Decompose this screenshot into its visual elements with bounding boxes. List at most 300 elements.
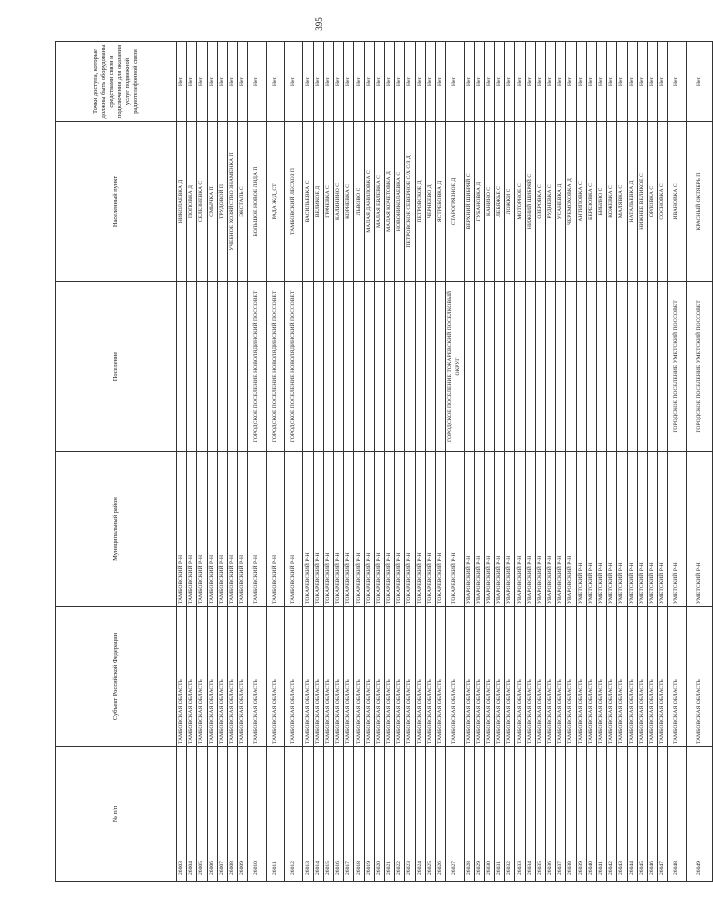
cell-num: 26003: [177, 747, 187, 882]
cell-locality: ЧЕРЕМОХОВКА Д: [566, 122, 576, 282]
cell-locality: МАЛАЯ КОЧЕТОВКА Д: [384, 122, 394, 282]
cell-district: ТАМБОВСКИЙ Р-Н: [227, 452, 237, 607]
cell-district: УМЕТСКИЙ Р-Н: [596, 452, 606, 607]
cell-subject: ТАМБОВСКАЯ ОБЛАСТЬ: [535, 607, 545, 747]
cell-note: Нет: [384, 42, 394, 122]
cell-subject: ТАМБОВСКАЯ ОБЛАСТЬ: [384, 607, 394, 747]
cell-note: Нет: [323, 42, 333, 122]
cell-locality: КОЖЕВКА С: [607, 122, 617, 282]
table-row: [415, 42, 425, 882]
cell-district: УВАРОВСКИЙ Р-Н: [495, 452, 505, 607]
page-number-wrap: [312, 4, 326, 44]
header-locality: Населенный пункт: [56, 122, 177, 282]
cell-note: Нет: [217, 42, 227, 122]
table-row: [495, 42, 505, 882]
cell-locality: СМЫЧКА П: [207, 122, 217, 282]
cell-note: Нет: [227, 42, 237, 122]
table-row: [374, 42, 384, 882]
cell-note: Нет: [546, 42, 556, 122]
cell-subject: ТАМБОВСКАЯ ОБЛАСТЬ: [344, 607, 354, 747]
cell-district: ТОКАРЕВСКИЙ Р-Н: [364, 452, 374, 607]
cell-locality: ЛЕБЯЖЬЕ С: [495, 122, 505, 282]
cell-num: 26009: [238, 747, 248, 882]
table-row: [647, 42, 657, 882]
cell-note: Нет: [285, 42, 303, 122]
cell-note: Нет: [647, 42, 657, 122]
cell-settlement: [303, 282, 313, 452]
table-row: [637, 42, 647, 882]
table-row: [686, 42, 712, 882]
cell-district: УМЕТСКИЙ Р-Н: [627, 452, 637, 607]
cell-settlement: [566, 282, 576, 452]
cell-num: 26025: [425, 747, 435, 882]
cell-locality: ГУБАНОВКА Д: [474, 122, 484, 282]
cell-subject: ТАМБОВСКАЯ ОБЛАСТЬ: [464, 607, 474, 747]
cell-settlement: ГОРОДСКОЕ ПОСЕЛЕНИЕ УМЕТСКИЙ ПОССОВЕТ: [668, 282, 686, 452]
cell-district: УМЕТСКИЙ Р-Н: [576, 452, 586, 607]
table-row: [566, 42, 576, 882]
cell-district: ТОКАРЕВСКИЙ Р-Н: [415, 452, 425, 607]
cell-num: 26040: [586, 747, 596, 882]
cell-subject: ТАМБОВСКАЯ ОБЛАСТЬ: [474, 607, 484, 747]
table-row: [197, 42, 207, 882]
cell-settlement: [596, 282, 606, 452]
cell-district: ТОКАРЕВСКИЙ Р-Н: [425, 452, 435, 607]
cell-locality: ПЕТРОВСКОЕ Д: [415, 122, 425, 282]
header-settlement: Поселение: [56, 282, 177, 452]
cell-locality: ТАМБОВСКИЙ ЛЕСХОЗ П: [285, 122, 303, 282]
cell-num: 26042: [607, 747, 617, 882]
cell-num: 26021: [384, 747, 394, 882]
cell-district: УМЕТСКИЙ Р-Н: [586, 452, 596, 607]
cell-district: ТАМБОВСКИЙ Р-Н: [285, 452, 303, 607]
cell-locality: ОЗЕРОВКА С: [535, 122, 545, 282]
cell-settlement: [546, 282, 556, 452]
cell-locality: НИКОЛАЕВКА Д: [177, 122, 187, 282]
cell-locality: ОРЛОВКА С: [647, 122, 657, 282]
table-row: [364, 42, 374, 882]
cell-district: УМЕТСКИЙ Р-Н: [617, 452, 627, 607]
table-body: [177, 42, 713, 882]
table-row: [658, 42, 668, 882]
cell-num: 26030: [484, 747, 494, 882]
cell-settlement: [364, 282, 374, 452]
cell-num: 26035: [535, 747, 545, 882]
table-row: [505, 42, 515, 882]
cell-num: 26034: [525, 747, 535, 882]
cell-locality: ЭКСТАЛЬ С: [238, 122, 248, 282]
header-district: Муниципальный район: [56, 452, 177, 607]
cell-subject: ТАМБОВСКАЯ ОБЛАСТЬ: [248, 607, 266, 747]
cell-subject: ТАМБОВСКАЯ ОБЛАСТЬ: [627, 607, 637, 747]
cell-locality: СЕЛЕЗНЕВКА С: [197, 122, 207, 282]
table-row: [617, 42, 627, 882]
table-row: [313, 42, 323, 882]
cell-settlement: [525, 282, 535, 452]
table-row: [227, 42, 237, 882]
table-row: [187, 42, 197, 882]
header-num: № п/п: [56, 747, 177, 882]
table-row: [217, 42, 227, 882]
cell-note: Нет: [566, 42, 576, 122]
cell-note: Нет: [484, 42, 494, 122]
cell-note: Нет: [586, 42, 596, 122]
cell-num: 26007: [217, 747, 227, 882]
cell-subject: ТАМБОВСКАЯ ОБЛАСТЬ: [415, 607, 425, 747]
cell-note: Нет: [197, 42, 207, 122]
cell-district: ТАМБОВСКИЙ Р-Н: [207, 452, 217, 607]
table-row: [546, 42, 556, 882]
cell-subject: ТАМБОВСКАЯ ОБЛАСТЬ: [607, 607, 617, 747]
cell-note: Нет: [607, 42, 617, 122]
cell-subject: ТАМБОВСКАЯ ОБЛАСТЬ: [556, 607, 566, 747]
cell-locality: МАЛАЯ ЕВЛЕВКА С: [374, 122, 384, 282]
cell-settlement: [556, 282, 566, 452]
cell-num: 26017: [344, 747, 354, 882]
cell-district: УВАРОВСКИЙ Р-Н: [556, 452, 566, 607]
cell-subject: ТАМБОВСКАЯ ОБЛАСТЬ: [566, 607, 576, 747]
cell-locality: ЛОЖКИ С: [505, 122, 515, 282]
cell-locality: СТАРОГРЯЗНОЕ Д: [446, 122, 464, 282]
points-table: [55, 41, 713, 882]
cell-district: УВАРОВСКИЙ Р-Н: [566, 452, 576, 607]
cell-note: Нет: [576, 42, 586, 122]
cell-district: ТАМБОВСКИЙ Р-Н: [238, 452, 248, 607]
cell-settlement: [177, 282, 187, 452]
cell-note: Нет: [187, 42, 197, 122]
cell-subject: ТАМБОВСКАЯ ОБЛАСТЬ: [285, 607, 303, 747]
cell-num: 26048: [668, 747, 686, 882]
header-note: Точки доступа, которые должны быть оборудованы средствами связи и подключения для оказания услуг подвижной радиотелефонной связи: [56, 42, 177, 122]
cell-district: ТОКАРЕВСКИЙ Р-Н: [374, 452, 384, 607]
cell-note: Нет: [474, 42, 484, 122]
cell-num: 26038: [566, 747, 576, 882]
cell-settlement: ГОРОДСКОЕ ПОСЕЛЕНИЕ УМЕТСКИЙ ПОССОВЕТ: [686, 282, 712, 452]
cell-note: Нет: [515, 42, 525, 122]
cell-locality: БЕРЕЗОВКА С: [586, 122, 596, 282]
cell-subject: ТАМБОВСКАЯ ОБЛАСТЬ: [546, 607, 556, 747]
cell-district: УВАРОВСКИЙ Р-Н: [505, 452, 515, 607]
cell-note: Нет: [303, 42, 313, 122]
cell-subject: ТАМБОВСКАЯ ОБЛАСТЬ: [647, 607, 657, 747]
table-row: [323, 42, 333, 882]
cell-settlement: [374, 282, 384, 452]
cell-note: Нет: [495, 42, 505, 122]
table-row: [344, 42, 354, 882]
cell-settlement: [415, 282, 425, 452]
cell-locality: КАНИНО С: [484, 122, 494, 282]
cell-settlement: [576, 282, 586, 452]
cell-settlement: ГОРОДСКОЕ ПОСЕЛЕНИЕ НОВОЛЯДИНСКИЙ ПОССОВЕТ: [266, 282, 284, 452]
cell-subject: ТАМБОВСКАЯ ОБЛАСТЬ: [334, 607, 344, 747]
table-row: [607, 42, 617, 882]
cell-note: Нет: [374, 42, 384, 122]
cell-locality: ЯСТРЕБОВКА Д: [435, 122, 445, 282]
cell-subject: ТАМБОВСКАЯ ОБЛАСТЬ: [207, 607, 217, 747]
cell-num: 26027: [446, 747, 464, 882]
cell-num: 26029: [474, 747, 484, 882]
table-row: [535, 42, 545, 882]
cell-num: 26041: [596, 747, 606, 882]
cell-subject: ТАМБОВСКАЯ ОБЛАСТЬ: [446, 607, 464, 747]
cell-num: 26006: [207, 747, 217, 882]
cell-district: ТОКАРЕВСКИЙ Р-Н: [395, 452, 405, 607]
table-row: [556, 42, 566, 882]
cell-subject: ТАМБОВСКАЯ ОБЛАСТЬ: [323, 607, 333, 747]
cell-note: Нет: [617, 42, 627, 122]
table-row: [586, 42, 596, 882]
cell-district: УМЕТСКИЙ Р-Н: [647, 452, 657, 607]
table-row: [446, 42, 464, 882]
cell-note: Нет: [266, 42, 284, 122]
cell-district: УВАРОВСКИЙ Р-Н: [546, 452, 556, 607]
cell-settlement: [647, 282, 657, 452]
cell-num: 26032: [505, 747, 515, 882]
cell-locality: КРАСНЫЙ ОКТЯБРЬ П: [686, 122, 712, 282]
cell-num: 26015: [323, 747, 333, 882]
cell-note: Нет: [364, 42, 374, 122]
cell-note: Нет: [686, 42, 712, 122]
cell-subject: ТАМБОВСКАЯ ОБЛАСТЬ: [617, 607, 627, 747]
cell-note: Нет: [668, 42, 686, 122]
cell-subject: ТАМБОВСКАЯ ОБЛАСТЬ: [238, 607, 248, 747]
cell-num: 26049: [686, 747, 712, 882]
table-row: [384, 42, 394, 882]
cell-locality: АНТИПОВКА С: [576, 122, 586, 282]
cell-num: 26045: [637, 747, 647, 882]
cell-district: УВАРОВСКИЙ Р-Н: [515, 452, 525, 607]
cell-settlement: [334, 282, 344, 452]
cell-locality: ИВАНОВКА С: [668, 122, 686, 282]
cell-subject: ТАМБОВСКАЯ ОБЛАСТЬ: [425, 607, 435, 747]
cell-district: ТОКАРЕВСКИЙ Р-Н: [344, 452, 354, 607]
cell-locality: РУДНЕВКА С: [546, 122, 556, 282]
cell-settlement: [425, 282, 435, 452]
cell-num: 26010: [248, 747, 266, 882]
cell-subject: ТАМБОВСКАЯ ОБЛАСТЬ: [658, 607, 668, 747]
cell-district: УМЕТСКИЙ Р-Н: [686, 452, 712, 607]
cell-settlement: [586, 282, 596, 452]
cell-district: ТОКАРЕВСКИЙ Р-Н: [313, 452, 323, 607]
table-row: [627, 42, 637, 882]
cell-settlement: [637, 282, 647, 452]
cell-settlement: [505, 282, 515, 452]
cell-district: УВАРОВСКИЙ Р-Н: [525, 452, 535, 607]
cell-num: 26039: [576, 747, 586, 882]
cell-locality: РАДА Ж/Д_СТ: [266, 122, 284, 282]
cell-note: Нет: [177, 42, 187, 122]
cell-note: Нет: [415, 42, 425, 122]
cell-note: Нет: [395, 42, 405, 122]
table-row: [435, 42, 445, 882]
cell-note: Нет: [637, 42, 647, 122]
cell-num: 26037: [556, 747, 566, 882]
cell-district: УВАРОВСКИЙ Р-Н: [484, 452, 494, 607]
table-row: [177, 42, 187, 882]
cell-locality: СОСНОВКА С: [658, 122, 668, 282]
cell-district: УВАРОВСКИЙ Р-Н: [464, 452, 474, 607]
cell-num: 26046: [647, 747, 657, 882]
table-row: [525, 42, 535, 882]
cell-locality: МАЛЯВКА С: [617, 122, 627, 282]
table-row: [596, 42, 606, 882]
cell-num: 26014: [313, 747, 323, 882]
cell-subject: ТАМБОВСКАЯ ОБЛАСТЬ: [668, 607, 686, 747]
cell-note: Нет: [556, 42, 566, 122]
cell-settlement: [227, 282, 237, 452]
cell-settlement: [405, 282, 415, 452]
cell-num: 26022: [395, 747, 405, 882]
cell-subject: ТАМБОВСКАЯ ОБЛАСТЬ: [405, 607, 415, 747]
table-row: [515, 42, 525, 882]
table-row: [334, 42, 344, 882]
cell-note: Нет: [525, 42, 535, 122]
cell-subject: ТАМБОВСКАЯ ОБЛАСТЬ: [354, 607, 364, 747]
cell-district: УМЕТСКИЙ Р-Н: [668, 452, 686, 607]
cell-settlement: [354, 282, 364, 452]
cell-num: 26047: [658, 747, 668, 882]
cell-subject: ТАМБОВСКАЯ ОБЛАСТЬ: [313, 607, 323, 747]
cell-num: 26044: [627, 747, 637, 882]
cell-settlement: [484, 282, 494, 452]
cell-num: 26026: [435, 747, 445, 882]
cell-num: 26031: [495, 747, 505, 882]
cell-num: 26012: [285, 747, 303, 882]
cell-locality: НИЖНИЙ ШИБРЯЙ С: [525, 122, 535, 282]
cell-settlement: [344, 282, 354, 452]
table-row: [248, 42, 266, 882]
cell-district: УМЕТСКИЙ Р-Н: [637, 452, 647, 607]
cell-num: 26011: [266, 747, 284, 882]
cell-subject: ТАМБОВСКАЯ ОБЛАСТЬ: [525, 607, 535, 747]
table-row: [395, 42, 405, 882]
cell-locality: ПОПОВКА Д: [187, 122, 197, 282]
cell-locality: МОТОРНОЕ С: [515, 122, 525, 282]
cell-settlement: ГОРОДСКОЕ ПОСЕЛЕНИЕ ТОКАРЕВСКИЙ ПОСЕЛКОВЫЙ ОКРУГ: [446, 282, 464, 452]
cell-num: 26024: [415, 747, 425, 882]
cell-note: Нет: [405, 42, 415, 122]
cell-subject: ТАМБОВСКАЯ ОБЛАСТЬ: [303, 607, 313, 747]
cell-settlement: [395, 282, 405, 452]
cell-locality: ВЕРХНИЙ ШИБРЯЙ С: [464, 122, 474, 282]
cell-num: 26018: [354, 747, 364, 882]
cell-district: ТАМБОВСКИЙ Р-Н: [217, 452, 227, 607]
cell-settlement: [435, 282, 445, 452]
cell-district: УМЕТСКИЙ Р-Н: [658, 452, 668, 607]
cell-settlement: [187, 282, 197, 452]
cell-num: 26008: [227, 747, 237, 882]
cell-locality: ПЕТРОВСКОЕ СЕВЕРНОЕ С/Х С/З Д: [405, 122, 415, 282]
cell-settlement: [323, 282, 333, 452]
cell-district: ТОКАРЕВСКИЙ Р-Н: [323, 452, 333, 607]
cell-subject: ТАМБОВСКАЯ ОБЛАСТЬ: [576, 607, 586, 747]
cell-subject: ТАМБОВСКАЯ ОБЛАСТЬ: [177, 607, 187, 747]
cell-note: Нет: [446, 42, 464, 122]
cell-num: 26036: [546, 747, 556, 882]
cell-note: Нет: [354, 42, 364, 122]
cell-note: Нет: [435, 42, 445, 122]
cell-num: 26033: [515, 747, 525, 882]
header-subject: Субъект Российской Федерации: [56, 607, 177, 747]
table-row: [405, 42, 415, 882]
cell-district: УВАРОВСКИЙ Р-Н: [535, 452, 545, 607]
cell-district: ТАМБОВСКИЙ Р-Н: [187, 452, 197, 607]
cell-num: 26019: [364, 747, 374, 882]
cell-settlement: [495, 282, 505, 452]
cell-note: Нет: [505, 42, 515, 122]
cell-district: УМЕТСКИЙ Р-Н: [607, 452, 617, 607]
table-row: [285, 42, 303, 882]
table-row: [484, 42, 494, 882]
cell-district: ТОКАРЕВСКИЙ Р-Н: [354, 452, 364, 607]
cell-note: Нет: [207, 42, 217, 122]
cell-note: Нет: [627, 42, 637, 122]
cell-settlement: [384, 282, 394, 452]
cell-locality: ЛЬВОВО С: [354, 122, 364, 282]
cell-note: Нет: [344, 42, 354, 122]
cell-district: ТАМБОВСКИЙ Р-Н: [248, 452, 266, 607]
cell-locality: КОРНЕВКА С: [344, 122, 354, 282]
cell-num: 26043: [617, 747, 627, 882]
cell-locality: НИЖНЕЕ ВЕЛИКОЕ С: [637, 122, 647, 282]
table-row: [668, 42, 686, 882]
cell-settlement: [313, 282, 323, 452]
cell-locality: УСАНЕВКА Д: [556, 122, 566, 282]
cell-settlement: [474, 282, 484, 452]
cell-num: 26020: [374, 747, 384, 882]
cell-locality: НАТАЛЬЕВКА Д: [627, 122, 637, 282]
cell-note: Нет: [313, 42, 323, 122]
cell-subject: ТАМБОВСКАЯ ОБЛАСТЬ: [395, 607, 405, 747]
cell-num: 26005: [197, 747, 207, 882]
cell-subject: ТАМБОВСКАЯ ОБЛАСТЬ: [227, 607, 237, 747]
cell-locality: БОЛЬШОЕ НОВОЕ ЛЯДА П: [248, 122, 266, 282]
cell-locality: МАЛАЯ ДАНИЛОВКА С: [364, 122, 374, 282]
cell-settlement: [464, 282, 474, 452]
cell-district: ТОКАРЕВСКИЙ Р-Н: [303, 452, 313, 607]
cell-settlement: [607, 282, 617, 452]
cell-subject: ТАМБОВСКАЯ ОБЛАСТЬ: [495, 607, 505, 747]
cell-settlement: [197, 282, 207, 452]
cell-district: ТАМБОВСКИЙ Р-Н: [266, 452, 284, 607]
cell-subject: ТАМБОВСКАЯ ОБЛАСТЬ: [217, 607, 227, 747]
cell-subject: ТАМБОВСКАЯ ОБЛАСТЬ: [266, 607, 284, 747]
table-row: [354, 42, 364, 882]
cell-num: 26023: [405, 747, 415, 882]
cell-locality: НОВОНИКОЛАЕВКА С: [395, 122, 405, 282]
cell-note: Нет: [425, 42, 435, 122]
cell-settlement: [238, 282, 248, 452]
cell-locality: ЧЕРНЕЕВО Д: [425, 122, 435, 282]
table-row: [474, 42, 484, 882]
table-row: [303, 42, 313, 882]
cell-num: 26013: [303, 747, 313, 882]
cell-locality: КАЛИНИНО С: [334, 122, 344, 282]
cell-subject: ТАМБОВСКАЯ ОБЛАСТЬ: [515, 607, 525, 747]
table-header-row: [56, 42, 177, 882]
cell-subject: ТАМБОВСКАЯ ОБЛАСТЬ: [187, 607, 197, 747]
cell-subject: ТАМБОВСКАЯ ОБЛАСТЬ: [364, 607, 374, 747]
cell-note: Нет: [248, 42, 266, 122]
cell-subject: ТАМБОВСКАЯ ОБЛАСТЬ: [586, 607, 596, 747]
cell-note: Нет: [464, 42, 474, 122]
cell-district: ТОКАРЕВСКИЙ Р-Н: [405, 452, 415, 607]
cell-subject: ТАМБОВСКАЯ ОБЛАСТЬ: [435, 607, 445, 747]
cell-subject: ТАМБОВСКАЯ ОБЛАСТЬ: [484, 607, 494, 747]
cell-district: ТАМБОВСКИЙ Р-Н: [177, 452, 187, 607]
cell-district: ТАМБОВСКИЙ Р-Н: [197, 452, 207, 607]
table-row: [425, 42, 435, 882]
